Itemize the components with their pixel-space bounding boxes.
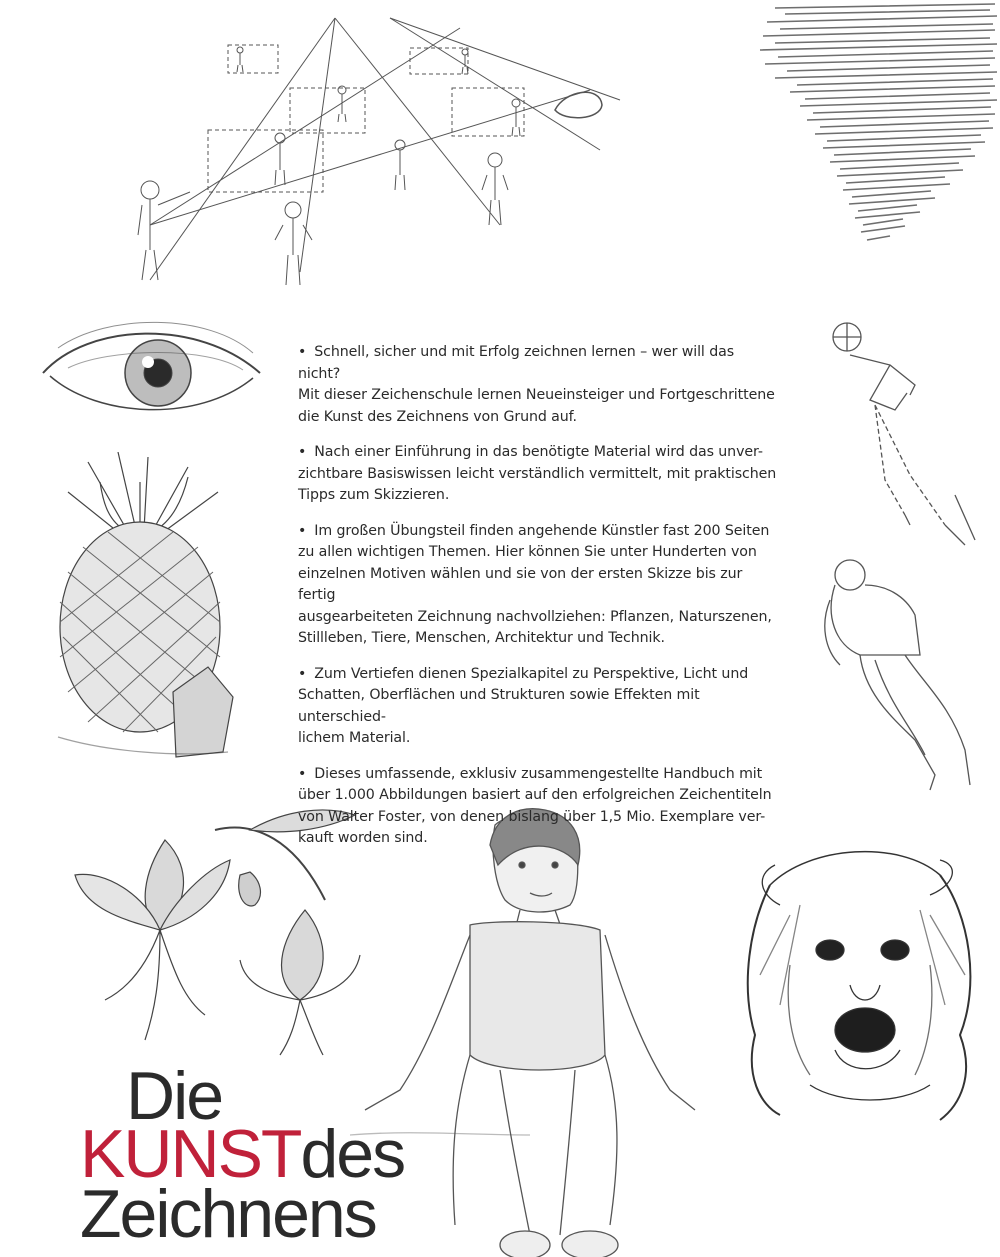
paragraph (298, 764, 778, 850)
dog-portrait-sketch (730, 835, 985, 1135)
paragraph (298, 521, 778, 650)
title-line-2-rest: des (300, 1116, 405, 1192)
paragraph (298, 442, 778, 507)
bullet-glyph: • (298, 522, 307, 539)
title-highlight-word: KUNST (80, 1116, 301, 1192)
paragraph-text: Dieses umfassende, exklusiv zusammengestellte Handbuch mit über 1.000 Abbildungen basiert auf den erfolgreichen Zeichentiteln von Walter Foster, von denen bislang über 1,5 Mio. Exemplare ver- kauft worden sind. (298, 765, 772, 846)
eye-sketch (38, 318, 266, 430)
bullet-glyph: • (298, 444, 307, 460)
paragraph (298, 664, 778, 750)
description-text (298, 342, 778, 864)
gesture-figure-sketch (815, 315, 985, 555)
paragraph-text: Nach einer Einführung in das benötigte Material wird das unver- zichtbare Basiswissen leicht verständlich vermittelt, mit praktischen Tipps zum Skizzieren. (298, 444, 777, 503)
running-figure-sketch (815, 555, 985, 795)
paragraph-text: Zum Vertiefen dienen Spezialkapitel zu Perspektive, Licht und Schatten, Oberflächen und Strukturen sowie Effekten mit unterschied- lichem Material. (298, 665, 749, 746)
bullet-glyph: • (298, 344, 307, 360)
title-line-1: Die (126, 1058, 223, 1134)
paragraph-text: Im großen Übungsteil finden angehende Künstler fast 200 Seiten zu allen wichtigen Themen. Hier können Sie unter Hunderten von einzelnen Motiven wählen und sie von der ersten Skizze bis zur fertig ausgearbeiteten Zeichnung nachvollziehen: Pflanzen, Naturszenen, Stillleben, Tiere, Menschen, Architektur und Technik. (298, 522, 772, 646)
paragraph-text: Schnell, sicher und mit Erfolg zeichnen lernen – wer will das nicht? Mit dieser Zeichenschule lernen Neueinsteiger und Fortgeschrittene die Kunst des Zeichnens von Grund auf. (298, 344, 775, 425)
bullet-glyph: • (298, 665, 307, 682)
paragraph (298, 342, 778, 428)
perspective-figures-sketch (120, 10, 640, 290)
pineapple-sketch (48, 452, 238, 777)
bullet-glyph: • (298, 765, 307, 782)
pencil-shading-texture (745, 0, 1000, 260)
title-line-3: Zeichnens (80, 1176, 376, 1252)
